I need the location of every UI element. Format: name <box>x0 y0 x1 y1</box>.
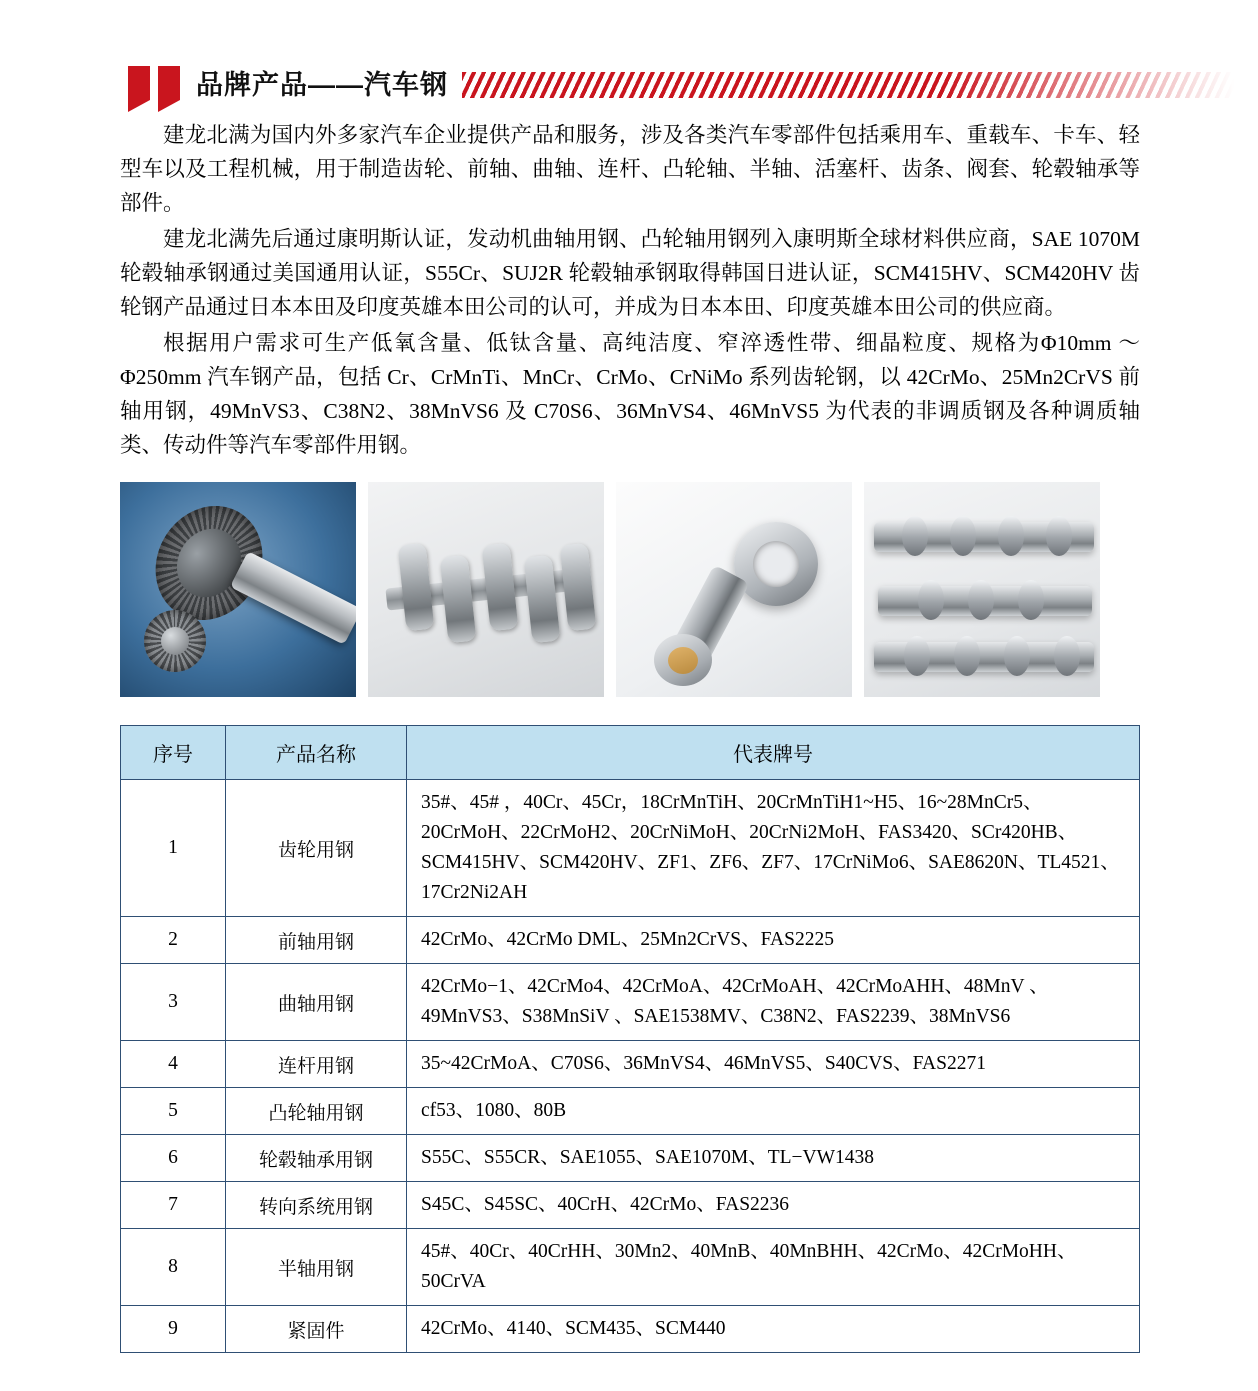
gear-and-shaft-photo <box>120 482 356 697</box>
cell-no: 9 <box>121 1306 226 1353</box>
cell-product-name: 半轴用钢 <box>226 1229 407 1306</box>
table-row <box>121 1182 1140 1229</box>
column-header-grades: 代表牌号 <box>407 726 1140 780</box>
page-title: 品牌产品——汽车钢 <box>196 70 448 100</box>
cell-no: 5 <box>121 1088 226 1135</box>
cell-no: 8 <box>121 1229 226 1306</box>
cell-no: 4 <box>121 1041 226 1088</box>
page-header <box>0 28 1258 108</box>
cell-no: 3 <box>121 964 226 1041</box>
cell-product-name: 曲轴用钢 <box>226 964 407 1041</box>
connecting-rod-photo <box>616 482 852 697</box>
table-row <box>121 1135 1140 1182</box>
column-header-name: 产品名称 <box>226 726 407 780</box>
cell-product-name: 连杆用钢 <box>226 1041 407 1088</box>
product-table <box>120 725 1140 1353</box>
table-row <box>121 1306 1140 1353</box>
table-row <box>121 1041 1140 1088</box>
cell-product-name: 前轴用钢 <box>226 917 407 964</box>
cell-product-name: 凸轮轴用钢 <box>226 1088 407 1135</box>
table-row <box>121 780 1140 917</box>
cell-product-name: 齿轮用钢 <box>226 780 407 917</box>
cell-product-name: 转向系统用钢 <box>226 1182 407 1229</box>
column-header-no: 序号 <box>121 726 226 780</box>
crankshaft-photo <box>368 482 604 697</box>
cell-grades: S55C、S55CR、SAE1055、SAE1070M、TL−VW1438 <box>407 1135 1140 1182</box>
decorative-stripes <box>462 72 1234 98</box>
cell-grades: S45C、S45SC、40CrH、42CrMo、FAS2236 <box>407 1182 1140 1229</box>
quote-mark-icon <box>128 66 180 100</box>
cell-grades: cf53、1080、80B <box>407 1088 1140 1135</box>
cell-grades: 42CrMo、4140、SCM435、SCM440 <box>407 1306 1140 1353</box>
product-table-container <box>0 697 1258 1353</box>
cell-no: 7 <box>121 1182 226 1229</box>
cell-grades: 35#、45# ，40Cr、45Cr，18CrMnTiH、20CrMnTiH1~H5、16~28MnCr5、20CrMoH、22CrMoH2、20CrNiMoH、20CrNi2MoH、FAS3420、SCr420HB、SCM415HV、SCM420HV、ZF1、ZF6、ZF7、17CrNiMo6、SAE8620N、TL4521、17Cr2Ni2AH <box>407 780 1140 917</box>
paragraph-3: 根据用户需求可生产低氧含量、低钛含量、高纯洁度、窄淬透性带、细晶粒度、规格为Φ10mm ～ Φ250mm 汽车钢产品，包括 Cr、CrMnTi、MnCr、CrMo、CrNiMo 系列齿轮钢，以 42CrMo、25Mn2CrVS 前轴用钢，49MnVS3、C38N2、38MnVS6 及 C70S6、36MnVS4、46MnVS5 为代表的非调质钢及各种调质轴类、传动件等汽车零部件用钢。 <box>120 331 1140 457</box>
table-row <box>121 1229 1140 1306</box>
cell-grades: 42CrMo、42CrMo DML、25Mn2CrVS、FAS2225 <box>407 917 1140 964</box>
cell-grades: 45#、40Cr、40CrHH、30Mn2、40MnB、40MnBHH、42CrMo、42CrMoHH、50CrVA <box>407 1229 1140 1306</box>
table-row <box>121 917 1140 964</box>
paragraph-2: 建龙北满先后通过康明斯认证，发动机曲轴用钢、凸轮轴用钢列入康明斯全球材料供应商，SAE 1070M 轮毂轴承钢通过美国通用认证，S55Cr、SUJ2R 轮毂轴承钢取得韩国日进认证，SCM415HV、SCM420HV 齿轮钢产品通过日本本田及印度英雄本田公司的认可，并成为日本本田、印度英雄本田公司的供应商。 <box>120 227 1140 319</box>
cell-no: 2 <box>121 917 226 964</box>
table-header-row <box>121 726 1140 780</box>
product-photo-strip <box>0 464 1258 697</box>
cell-no: 6 <box>121 1135 226 1182</box>
article-body <box>0 108 1258 462</box>
cell-product-name: 紧固件 <box>226 1306 407 1353</box>
paragraph-1: 建龙北满为国内外多家汽车企业提供产品和服务，涉及各类汽车零部件包括乘用车、重载车、卡车、轻型车以及工程机械，用于制造齿轮、前轴、曲轴、连杆、凸轮轴、半轴、活塞杆、齿条、阀套、轮毂轴承等部件。 <box>120 123 1140 215</box>
table-row <box>121 964 1140 1041</box>
camshaft-photo <box>864 482 1100 697</box>
cell-grades: 35~42CrMoA、C70S6、36MnVS4、46MnVS5、S40CVS、FAS2271 <box>407 1041 1140 1088</box>
table-row <box>121 1088 1140 1135</box>
cell-grades: 42CrMo−1、42CrMo4、42CrMoA、42CrMoAH、42CrMoAHH、48MnV 、49MnVS3、S38MnSiV 、SAE1538MV、C38N2、FAS2239、38MnVS6 <box>407 964 1140 1041</box>
cell-no: 1 <box>121 780 226 917</box>
cell-product-name: 轮毂轴承用钢 <box>226 1135 407 1182</box>
